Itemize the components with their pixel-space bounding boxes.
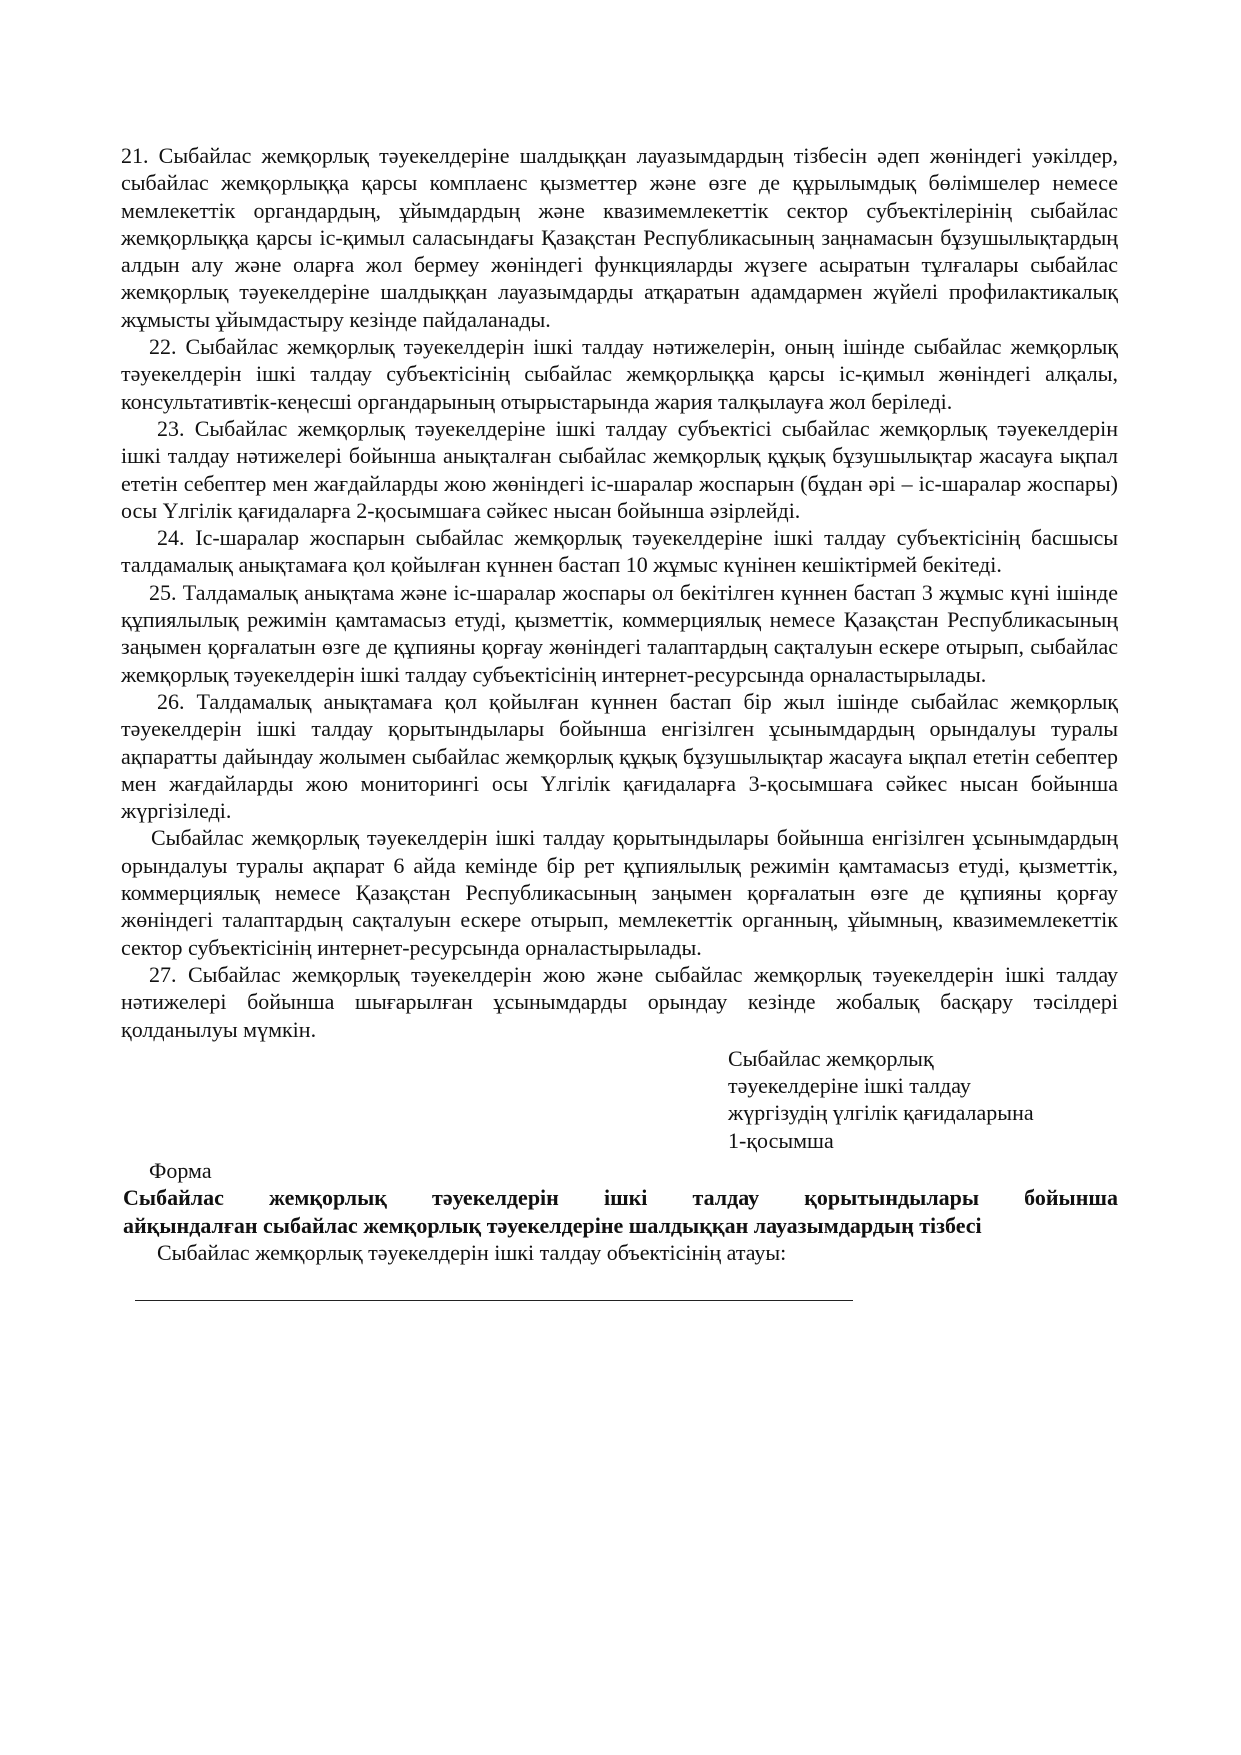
form-title — [121, 1184, 1118, 1239]
paragraph-26-continuation: Сыбайлас жемқорлық тәуекелдерін ішкі талдау қорытындылары бойынша енгізілген ұсынымдардың орындалуы туралы ақпарат 6 айда кемінде бір рет құпиялылық режимін қамтамасыз етуді, қызметтік, коммерциялық немесе Қазақстан Республикасының заңымен қорғалатын өзге де құпияны қорғау жөніндегі талаптардың сақталуын ескере отырып, мемлекеттік органның, ұйымның, квазимемлекеттік сектор субъектісінің интернет-ресурсында орналастырылады. — [121, 825, 1118, 960]
paragraph-27: 27. Сыбайлас жемқорлық тәуекелдерін жою және сыбайлас жемқорлық тәуекелдерін ішкі талдау нәтижелері бойынша шығарылған ұсынымдарды орындау кезінде жобалық басқару тәсілдері қолданылуы мүмкін. — [121, 961, 1118, 1042]
object-name-blank-line — [135, 1300, 853, 1301]
paragraph-21: 21. Сыбайлас жемқорлық тәуекелдеріне шалдыққан лауазымдардың тізбесін әдеп жөніндегі уәкілдер, сыбайлас жемқорлыққа қарсы комплаенс қызметтер және өзге де құрылымдық бөлімшелер немесе мемлекеттік органдардың, ұйымдардың және квазимемлекеттік сектор субъектілерінің сыбайлас жемқорлыққа қарсы іс-қимыл саласындағы Қазақстан Республикасының заңнамасын бұзушылықтардың алдын алу және оларға жол бермеу жөніндегі функцияларды жүзеге асыратын тұлғалары сыбайлас жемқорлық тәуекелдеріне шалдыққан лауазымдарды атқаратын адамдармен жүйелі профилактикалық жұмысты ұйымдастыру кезінде пайдаланады. — [121, 143, 1118, 332]
paragraph-26: 26. Талдамалық анықтамаға қол қойылған күннен бастап бір жыл ішінде сыбайлас жемқорлық тәуекелдерін ішкі талдау қорытындылары бойынша енгізілген ұсынымдардың орындалуы туралы ақпаратты дайындау жолымен сыбайлас жемқорлық құқық бұзушылықтар жасауға ықпал ететін себептер мен жағдайларды жою мониторингі осы Үлгілік қағидаларға 3-қосымшаға сәйкес нысан бойынша жүргізіледі. — [121, 688, 1118, 824]
form-title-line: Сыбайлас жемқорлық тәуекелдерін ішкі талдау қорытындылары бойынша — [123, 1185, 1118, 1211]
form-title-line: айқындалған сыбайлас жемқорлық тәуекелдеріне шалдыққан лауазымдардың тізбесі — [123, 1212, 982, 1238]
paragraph-22: 22. Сыбайлас жемқорлық тәуекелдерін ішкі талдау нәтижелерін, оның ішінде сыбайлас жемқорлық тәуекелдерін ішкі талдау субъектісінің сыбайлас жемқорлыққа қарсы іс-қимыл жөніндегі алқалы, консультативтік-кеңесші органдарының отырыстарында жария талқылауға жол беріледі. — [121, 334, 1118, 414]
appendix-header — [728, 1045, 1118, 1154]
appendix-header-line: тәуекелдеріне ішкі талдау — [728, 1073, 971, 1099]
appendix-header-line: жүргізудің үлгілік қағидаларына — [728, 1100, 1034, 1126]
object-name-label: Сыбайлас жемқорлық тәуекелдерін ішкі талдау объектісінің атауы: — [157, 1239, 787, 1265]
appendix-header-line: Сыбайлас жемқорлық — [728, 1045, 934, 1071]
paragraph-25: 25. Талдамалық анықтама және іс-шаралар жоспары ол бекітілген күннен бастап 3 жұмыс күні ішінде құпиялылық режимін қамтамасыз етуді, қызметтік, коммерциялық немесе Қазақстан Республикасының заңымен қорғалатын өзге де құпияны қорғау жөніндегі талаптардың сақталуын ескере отырып, сыбайлас жемқорлық тәуекелдерін ішкі талдау субъектісінің интернет-ресурсында орналастырылады. — [121, 579, 1118, 687]
appendix-number: 1-қосымша — [728, 1127, 834, 1153]
paragraph-24: 24. Іс-шаралар жоспарын сыбайлас жемқорлық тәуекелдеріне ішкі талдау субъектісінің басшысы талдамалық анықтамаға қол қойылған күннен бастап 10 жұмыс күнінен кешіктірмей бекітеді. — [121, 525, 1118, 578]
form-label: Форма — [149, 1157, 212, 1183]
document-page — [121, 142, 1118, 1301]
paragraph-23: 23. Сыбайлас жемқорлық тәуекелдеріне ішкі талдау субъектісі сыбайлас жемқорлық тәуекелдерін ішкі талдау нәтижелері бойынша анықталған сыбайлас жемқорлық құқық бұзушылықтар жасауға ықпал ететін себептер мен жағдайларды жою жөніндегі іс-шаралар жоспарын (бұдан әрі – іс-шаралар жоспары) осы Үлгілік қағидаларға 2-қосымшаға сәйкес нысан бойынша әзірлейді. — [121, 415, 1118, 523]
